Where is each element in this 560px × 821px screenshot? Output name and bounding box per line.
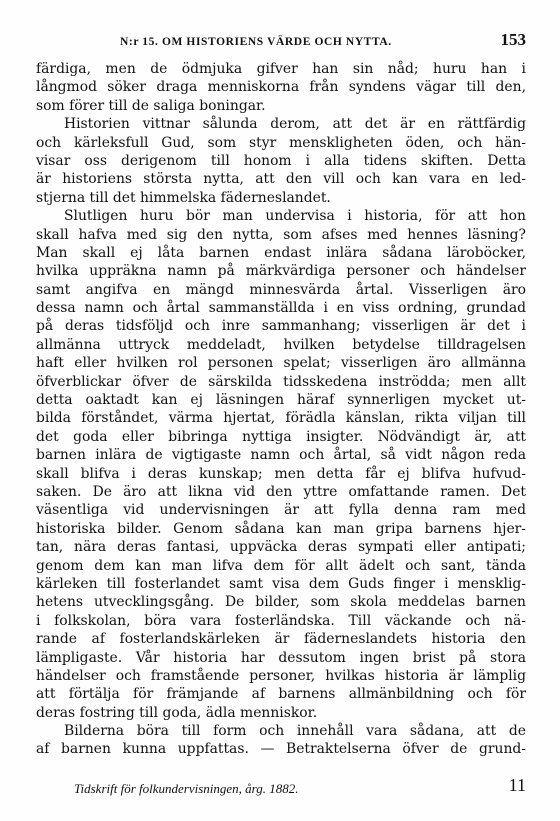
text-line: Bilderna böra till form och innehåll vara sådana, att de	[64, 723, 526, 740]
text-line: är historiens största nytta, att den vill och kan vara en led-	[36, 171, 526, 188]
text-line: som förer till de saliga boningar.	[36, 97, 266, 114]
text-line: skall blifva i deras kunskap; men detta får ej blifva hufvud-	[36, 465, 526, 482]
text-line: bilda förståndet, värma hjertat, förädla känslan, rikta viljan till	[36, 410, 526, 427]
text-line: genom dem kan man lifva dem för allt ädelt och sant, tända	[36, 557, 526, 574]
text-line: stjerna till det himmelska fäderneslandet.	[36, 189, 331, 206]
text-line: kärleken till fosterlandet samt visa dem Guds finger i mensklig-	[36, 575, 526, 592]
text-line: långmod söker draga menniskorna från syndens vägar till den,	[36, 79, 526, 96]
body-text	[36, 60, 526, 759]
text-line: i folkskolan, böra vara fosterländska. Till väckande och nä-	[36, 612, 526, 629]
page-number: 153	[500, 30, 526, 49]
page-header	[36, 30, 526, 56]
text-line: hetens utvecklingsgång. De bilder, som skola meddelas barnen	[36, 594, 526, 611]
text-line: deras fostring till goda, ädla menniskor.	[36, 704, 318, 721]
text-line: haft eller hvilken rol personen spelat; visserligen äro allmänna	[36, 355, 526, 372]
text-line: lämpligaste. Vår historia har dessutom ingen brist på stora	[36, 649, 526, 666]
text-line: Man skall ej låta barnen endast inlära sådana läroböcker,	[36, 244, 526, 261]
text-line: detta oaktadt kan ej läsningen häraf synnerligen mycket ut-	[36, 392, 526, 409]
text-line: rande af fosterlandskärleken är fäderneslandets historia den	[36, 631, 526, 648]
text-line: färdiga, men de ödmjuka gifver han sin nåd; huru han i	[36, 61, 526, 77]
text-line: hvilka uppräkna namn på märkvärdiga personer och händelser	[36, 263, 526, 280]
text-line: dessa namn och årtal sammanställda i en viss ordning, grundad	[36, 300, 526, 317]
text-line: visar oss derigenom till honom i alla tidens skiften. Detta	[36, 152, 526, 169]
text-line: af barnen kunna uppfattas. — Betraktelserna öfver de grund-	[36, 741, 526, 758]
signature-mark: 11	[508, 775, 526, 795]
text-line: allmänna uttryck meddeladt, hvilken betydelse tilldragelsen	[36, 336, 526, 353]
text-line: saken. De äro att likna vid den yttre omfattande ramen. Det	[36, 483, 526, 500]
text-line: att förtälja för främjande af barnens allmänbildning och för	[36, 686, 526, 703]
text-line: skall hafva med sig den nytta, som afses med hennes läsning?	[36, 226, 526, 243]
text-line: öfverblickar öfver de särskilda tidsskedena inströdda; men allt	[36, 373, 526, 390]
text-line: händelser och framstående personer, hvilkas historia är lämplig	[36, 667, 526, 684]
text-line: Slutligen huru bör man undervisa i historia, för att hon	[64, 208, 526, 225]
text-line: barnen inlära de vigtigaste namn och årtal, så vidt någon reda	[36, 447, 526, 464]
running-title: N:r 15. OM HISTORIENS VÄRDE OCH NYTTA.	[120, 36, 392, 48]
text-line: och kärleksfull Gud, som styr menskligheten öden, och hän-	[36, 134, 526, 151]
text-line: tan, nära deras fantasi, uppväcka deras sympati eller antipati;	[36, 539, 526, 556]
page-footer	[36, 775, 526, 801]
text-line: samt angifva en mängd minnesvärda årtal. Visserligen äro	[36, 281, 526, 298]
journal-footnote: Tidskrift för folkundervisningen, årg. 1882.	[74, 781, 299, 796]
text-line: historiska bilder. Genom sådana kan man gripa barnens hjer-	[36, 520, 526, 537]
text-line: på deras tidsföljd och inre sammanhang; visserligen är det i	[36, 318, 526, 335]
text-line: Historien vittnar sålunda derom, att det är en rättfärdig	[64, 116, 526, 133]
text-line: väsentliga vid undervisningen är att fylla denna ram med	[36, 502, 526, 519]
text-line: det goda eller bibringa nyttiga insigter. Nödvändigt är, att	[36, 428, 526, 445]
